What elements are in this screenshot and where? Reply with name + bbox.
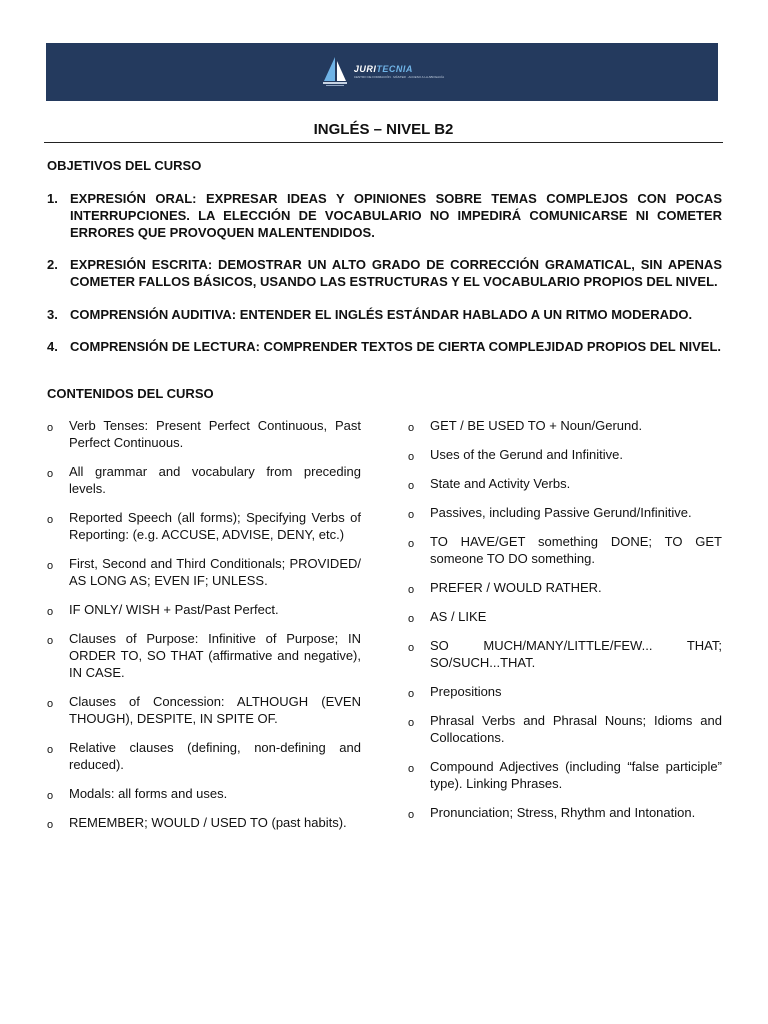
bullet: o [47, 698, 54, 710]
objective-number: 3. [47, 307, 58, 322]
list-item-text: Uses of the Gerund and Infinitive. [430, 447, 623, 462]
contents-left-column [47, 417, 361, 843]
objective-item [47, 338, 722, 355]
list-item [47, 417, 361, 451]
list-item-text: Relative clauses (defining, non-defining and reduced). [69, 740, 361, 772]
brand-tagline: CENTRO DE FORMACIÓN · MÁSTER · ACCESO A LA ABOGACÍA [353, 75, 445, 79]
brand-name-part2: TECNIA [376, 64, 413, 74]
bullet: o [408, 688, 415, 700]
list-item-text: Pronunciation; Stress, Rhythm and Intonation. [430, 805, 696, 820]
list-item-text: AS / LIKE [430, 609, 487, 624]
list-item [408, 417, 722, 434]
list-item [47, 463, 361, 497]
list-item-text: Clauses of Concession: ALTHOUGH (EVEN THOUGH), DESPITE, IN SPITE OF. [69, 694, 361, 726]
bullet: o [47, 468, 54, 480]
objective-number: 1. [47, 191, 58, 206]
list-item [408, 608, 722, 625]
bullet: o [47, 560, 54, 572]
list-item-text: TO HAVE/GET something DONE; TO GET someone TO DO something. [430, 534, 722, 566]
list-item [408, 758, 722, 792]
bullet: o [408, 480, 415, 492]
contents-heading: CONTENIDOS DEL CURSO [47, 386, 214, 401]
list-item [408, 446, 722, 463]
list-item-text: SO MUCH/MANY/LITTLE/FEW... THAT; SO/SUCH...THAT. [430, 638, 722, 670]
list-item-text: All grammar and vocabulary from preceding levels. [69, 464, 361, 496]
list-item-text: Verb Tenses: Present Perfect Continuous, Past Perfect Continuous. [69, 418, 361, 450]
list-item-text: IF ONLY/ WISH + Past/Past Perfect. [69, 602, 279, 617]
bullet: o [408, 509, 415, 521]
bullet: o [408, 642, 415, 654]
list-item [408, 712, 722, 746]
bullet: o [408, 613, 415, 625]
objective-item [47, 306, 722, 323]
list-item [47, 601, 361, 618]
list-item [47, 739, 361, 773]
list-item [408, 504, 722, 521]
objective-number: 2. [47, 257, 58, 272]
brand-name-part1: JURI [353, 64, 377, 74]
list-item-text: Clauses of Purpose: Infinitive of Purpose; IN ORDER TO, SO THAT (affirmative and negative), IN CASE. [69, 631, 361, 680]
objective-item [47, 256, 722, 290]
bullet: o [408, 717, 415, 729]
bullet: o [408, 451, 415, 463]
bullet: o [408, 584, 415, 596]
list-item-text: Prepositions [430, 684, 502, 699]
bullet: o [408, 538, 415, 550]
list-item [408, 475, 722, 492]
bullet: o [47, 790, 54, 802]
list-item-text: State and Activity Verbs. [430, 476, 571, 491]
list-item [408, 579, 722, 596]
bullet: o [408, 809, 415, 821]
list-item-text: REMEMBER; WOULD / USED TO (past habits). [69, 815, 347, 830]
bullet: o [408, 422, 415, 434]
page-title: INGLÉS – NIVEL B2 [313, 121, 454, 138]
list-item-text: GET / BE USED TO + Noun/Gerund. [430, 418, 643, 433]
list-item [47, 785, 361, 802]
bullet: o [47, 422, 54, 434]
objective-text: COMPRENSIÓN AUDITIVA: ENTENDER EL INGLÉS ESTÁNDAR HABLADO A UN RITMO MODERADO. [70, 307, 693, 322]
list-item-text: Passives, including Passive Gerund/Infinitive. [430, 505, 692, 520]
title-divider [44, 142, 723, 143]
objective-text: EXPRESIÓN ESCRITA: DEMOSTRAR UN ALTO GRADO DE CORRECCIÓN GRAMATICAL, SIN APENAS COMETER FALLOS BÁSICOS, USANDO LAS ESTRUCTURAS Y EL VOCABULARIO PROPIOS DEL NIVEL. [70, 257, 722, 289]
juritecnia-logo [320, 55, 444, 89]
list-item [47, 509, 361, 543]
objective-text: EXPRESIÓN ORAL: EXPRESAR IDEAS Y OPINIONES SOBRE TEMAS COMPLEJOS CON POCAS INTERRUPCIONES. LA ELECCIÓN DE VOCABULARIO NO IMPEDIRÁ COMUNICARSE NI COMETER ERRORES QUE PROVOQUEN MALENTENDIDOS. [70, 191, 722, 240]
list-item [47, 555, 361, 589]
header-banner [46, 43, 718, 101]
bullet: o [47, 635, 54, 647]
objective-text: COMPRENSIÓN DE LECTURA: COMPRENDER TEXTOS DE CIERTA COMPLEJIDAD PROPIOS DEL NIVEL. [70, 339, 722, 354]
list-item-text: Compound Adjectives (including “false participle” type). Linking Phrases. [430, 759, 722, 791]
bullet: o [47, 606, 54, 618]
list-item [408, 804, 722, 821]
list-item [408, 637, 722, 671]
objective-number: 4. [47, 339, 58, 354]
bullet: o [47, 514, 54, 526]
list-item [47, 814, 361, 831]
list-item [47, 693, 361, 727]
objective-item [47, 190, 722, 241]
list-item [408, 533, 722, 567]
brand-name [354, 65, 444, 74]
objectives-heading: OBJETIVOS DEL CURSO [47, 158, 202, 173]
bullet: o [47, 744, 54, 756]
list-item-text: Reported Speech (all forms); Specifying Verbs of Reporting: (e.g. ACCUSE, ADVISE, DENY, etc.) [69, 510, 361, 542]
list-item-text: Phrasal Verbs and Phrasal Nouns; Idioms and Collocations. [430, 713, 722, 745]
bullet: o [408, 763, 415, 775]
list-item-text: First, Second and Third Conditionals; PROVIDED/ AS LONG AS; EVEN IF; UNLESS. [69, 556, 361, 588]
list-item-text: PREFER / WOULD RATHER. [430, 580, 602, 595]
list-item-text: Modals: all forms and uses. [69, 786, 228, 801]
list-item [47, 630, 361, 681]
sailboat-logo-icon [320, 55, 350, 89]
bullet: o [47, 819, 54, 831]
list-item [408, 683, 722, 700]
contents-right-column [408, 417, 722, 833]
